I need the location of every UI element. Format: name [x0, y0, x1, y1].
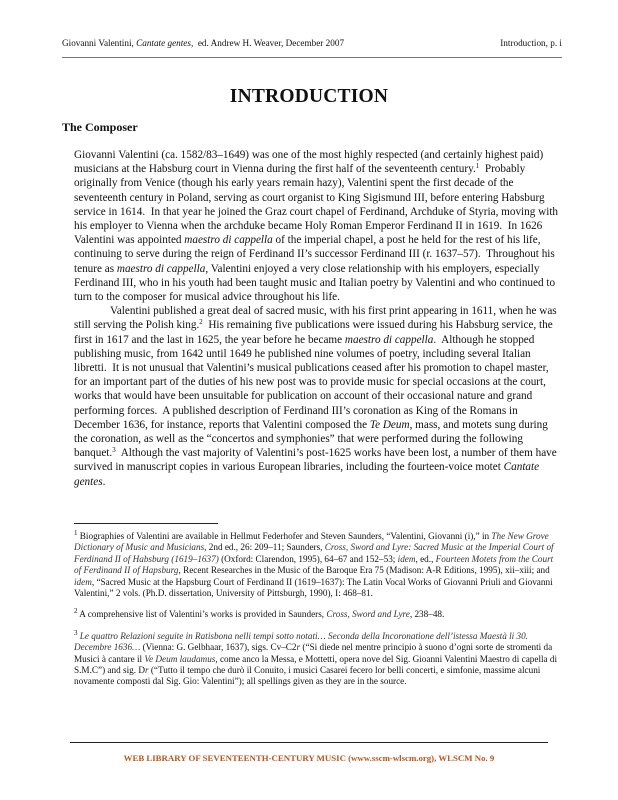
- running-header-right: Introduction, p. i: [500, 38, 562, 48]
- paragraph: Valentini published a great deal of sacred music, with his first print appearing in 1611, when he was still serving the Polish king.$^2$ His remaining five publications were issued during his Habsburg service, the first in 1617 and the last in 1625, the year before he became maestro di cappella. Although he stopped publishing music, from 1642 until 1649 he published nine volumes of poetry, including several Italian libretti. It is not unusual that Valentini’s musical publications ceased after his promotion to chapel master, for an important part of the duties of his new post was to provide music for special occasions at the court, works that would have been unsuitable for publication on account of their occasional nature and grand performing forces. A published description of Ferdinand III’s coronation as King of the Romans in December 1636, for instance, reports that Valentini composed the Te Deum, mass, and motets sung during the coronation, as well as the “concertos and symphonies” that were performed during the following banquet.$^3$ Although the vast majority of Valentini’s post-1625 works have been lost, a number of them have survived in manuscript copies in various European libraries, including the fourteen-voice motet Cantate gentes.: [74, 305, 560, 488]
- paragraph: Giovanni Valentini (ca. 1582/83–1649) was one of the most highly respected (and certainly highest paid) musicians at the Habsburg court in Vienna during the first half of the seventeenth century.$^1$ Probably originally from Venice (though his early years remain hazy), Valentini spent the first decade of the seventeenth century in Poland, serving as court organist to King Sigismund III, before entering Habsburg service in 1614. In that year he joined the Graz court chapel of Ferdinand, Archduke of Styria, moving with his employer to Vienna when the archduke became Holy Roman Emperor Ferdinand II in 1619. In 1626 Valentini was appointed maestro di cappella of the imperial chapel, a post he held for the rest of his life, continuing to serve during the reign of Ferdinand II’s successor Ferdinand III (r. 1637–57). Throughout his tenure as maestro di cappella, Valentini enjoyed a very close relationship with his employers, especially Ferdinand III, who in his youth had been taught music and Italian poetry by Valentini and who continued to turn to the composer for musical advice throughout his life.: [74, 149, 561, 304]
- section-heading: The Composer: [62, 120, 138, 134]
- footnote-ref[interactable]: 3: [112, 446, 116, 455]
- header-divider: [62, 57, 562, 58]
- page-footer: WEB LIBRARY OF SEVENTEENTH-CENTURY MUSIC (www.sscm-wlscm.org), WLSCM No. 9: [123, 753, 495, 763]
- footnote-3: $^3$ Le quattro Relazioni seguite in Ratisbona nelli tempi sotto notati… Seconda della Incoronatione dell’istessa Maestà li 30. Decembre 1636… (Vienna: G. Gelbhaar, 1637), sigs. Cv–C2r (“Si diede nel mentre principio à suono d’ogni sorte de stromenti da Musici à cantare il Ve Deum laudamus, come anco la Messa, e Mottetti, opera nove del Sig. Gioanni Valentini Maestro di capella di S.M.C”) and sig. Dr (“Tutto il tempo che durò il Conuito, i musici Casarei fecero lor belli concerti, e simfonie, massime alcuni novamente composti dal Sig. Gio: Valentini”); all spellings given as they are in the source.: [74, 628, 558, 687]
- running-header-left: Giovanni Valentini, Cantate gentes, ed. Andrew H. Weaver, December 2007: [62, 38, 345, 48]
- footnote-separator: [74, 523, 218, 524]
- footer-divider: [70, 742, 548, 743]
- body-text: [74, 148, 560, 489]
- footnotes: [74, 531, 562, 698]
- footnote-1: $^1$ Biographies of Valentini are available in Hellmut Federhofer and Steven Saunders, “Valentini, Giovanni (i),” in The New Grove Dictionary of Music and Musicians, 2nd ed., 26: 209–11; Saunders, Cross, Sword and Lyre: Sacred Music at the Imperial Court of Ferdinand II of Habsburg (1619–1637) (Oxford: Clarendon, 1995), 64–67 and 152–53; idem, ed., Fourteen Motets from the Court of Ferdinand II of Hapsburg, Recent Researches in the Music of the Baroque Era 75 (Madison: A-R Editions, 1995), xii–xiii; and idem, “Sacred Music at the Hapsburg Court of Ferdinand II (1619–1637): The Latin Vocal Works of Giovanni Priuli and Giovanni Valentini,” 2 vols. (Ph.D. dissertation, University of Pittsburgh, 1990), I: 468–81.: [74, 529, 554, 599]
- page-title: INTRODUCTION: [229, 86, 389, 107]
- footnote-ref[interactable]: 2: [199, 318, 203, 327]
- work-title: Cantate gentes,: [136, 38, 194, 48]
- running-header: [62, 38, 562, 48]
- footnote-2: $^2$ A comprehensive list of Valentini’s works is provided in Saunders, Cross, Sword and Lyre, 238–48.: [74, 607, 445, 620]
- footnote-ref[interactable]: 1: [475, 162, 480, 171]
